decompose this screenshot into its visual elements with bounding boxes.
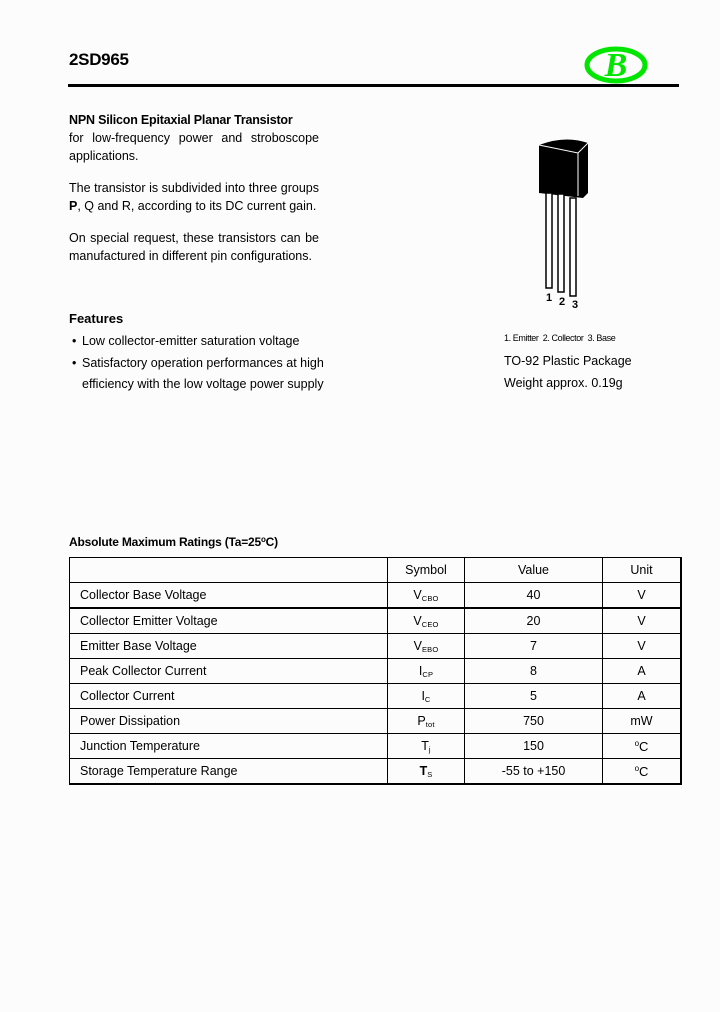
value-cell: 40 <box>465 583 603 609</box>
param-cell: Collector Emitter Voltage <box>70 608 388 634</box>
unit-cell: A <box>603 659 682 684</box>
symbol-main: V <box>413 613 422 628</box>
symbol-sub: C <box>424 694 431 704</box>
table-row <box>70 634 682 659</box>
symbol-cell <box>388 709 465 734</box>
degree-mark: o <box>634 738 640 748</box>
symbol-main: I <box>418 663 423 678</box>
table-row <box>70 583 682 609</box>
col-header-parameter <box>70 558 388 583</box>
param-cell: Power Dissipation <box>70 709 388 734</box>
unit-text: C <box>639 738 649 754</box>
param-cell: Emitter Base Voltage <box>70 634 388 659</box>
brand-logo-icon <box>583 44 649 86</box>
param-cell: Collector Base Voltage <box>70 583 388 609</box>
table-row <box>70 709 682 734</box>
ratings-title-text: Absolute Maximum Ratings (Ta=25 <box>69 535 261 549</box>
param-cell: Collector Current <box>70 684 388 709</box>
symbol-main: T <box>421 738 429 753</box>
feature-item: • Low collector-emitter saturation voltage <box>72 331 332 353</box>
symbol-sub: EBO <box>421 644 439 654</box>
intro-paragraph-1 <box>69 111 319 165</box>
value-cell: -55 to +150 <box>465 759 603 785</box>
unit-cell <box>603 759 682 785</box>
unit-text: C <box>639 763 649 779</box>
symbol-main: P <box>417 713 426 728</box>
unit-cell: V <box>603 583 682 609</box>
pin-3-label: 3 <box>572 299 579 311</box>
group-p-label: P <box>69 199 78 213</box>
param-cell: Peak Collector Current <box>70 659 388 684</box>
features-heading: Features <box>69 311 124 326</box>
ratings-heading <box>69 535 278 549</box>
application-text: for low-frequency power and stroboscope applications. <box>69 131 319 163</box>
intro-paragraph-2 <box>69 179 319 215</box>
param-cell: Junction Temperature <box>70 734 388 759</box>
symbol-sub: CEO <box>421 619 439 629</box>
symbol-cell <box>388 608 465 634</box>
value-cell: 20 <box>465 608 603 634</box>
symbol-cell <box>388 634 465 659</box>
value-cell: 5 <box>465 684 603 709</box>
logo-letter: B <box>604 47 628 84</box>
unit-cell: V <box>603 634 682 659</box>
unit-cell <box>603 734 682 759</box>
value-cell: 7 <box>465 634 603 659</box>
package-weight: Weight approx. 0.19g <box>504 376 623 390</box>
ratings-title-end: C) <box>265 535 278 549</box>
degree-mark: o <box>260 535 266 544</box>
part-number-title: 2SD965 <box>69 50 129 69</box>
symbol-cell <box>388 659 465 684</box>
symbol-main: T <box>419 763 428 778</box>
symbol-sub: CBO <box>421 593 439 603</box>
device-type-title: NPN Silicon Epitaxial Planar Transistor <box>69 113 293 127</box>
groups-text-start: The transistor is subdivided into three groups <box>69 181 319 195</box>
symbol-sub: tot <box>425 719 435 729</box>
groups-text-end: , Q and R, according to its DC current gain. <box>77 199 317 213</box>
symbol-cell <box>388 684 465 709</box>
value-cell: 8 <box>465 659 603 684</box>
table-row <box>70 608 682 634</box>
symbol-main: I <box>421 688 425 703</box>
description <box>69 111 319 279</box>
table-row <box>70 684 682 709</box>
symbol-sub: CP <box>422 669 434 679</box>
unit-cell: mW <box>603 709 682 734</box>
pin-2-label: 2 <box>559 296 566 308</box>
col-header-unit: Unit <box>603 558 682 583</box>
value-cell: 750 <box>465 709 603 734</box>
col-header-value: Value <box>465 558 603 583</box>
features-list <box>72 331 332 396</box>
symbol-main: V <box>413 638 422 653</box>
table-row <box>70 759 682 785</box>
symbol-main: V <box>413 587 422 602</box>
symbol-cell <box>388 583 465 609</box>
ratings-table <box>69 557 682 785</box>
symbol-sub: S <box>427 769 433 779</box>
col-header-symbol: Symbol <box>388 558 465 583</box>
pin-1-label: 1 <box>546 292 553 304</box>
package-name: TO-92 Plastic Package <box>504 354 632 368</box>
pin-legend: 1. Emitter 2. Collector 3. Base <box>504 333 616 343</box>
intro-paragraph-3: On special request, these transistors can be manufactured in different pin configurations. <box>69 231 319 263</box>
table-row <box>70 734 682 759</box>
to92-package-icon <box>525 135 595 315</box>
param-cell: Storage Temperature Range <box>70 759 388 785</box>
header-divider <box>68 84 679 87</box>
symbol-cell <box>388 734 465 759</box>
table-header-row <box>70 558 682 583</box>
unit-cell: A <box>603 684 682 709</box>
symbol-sub: j <box>428 744 431 754</box>
degree-mark: o <box>634 763 640 773</box>
symbol-cell <box>388 759 465 785</box>
table-row <box>70 659 682 684</box>
feature-item: • Satisfactory operation performances at high efficiency with the low voltage power supply <box>72 353 332 396</box>
value-cell: 150 <box>465 734 603 759</box>
unit-cell: V <box>603 608 682 634</box>
